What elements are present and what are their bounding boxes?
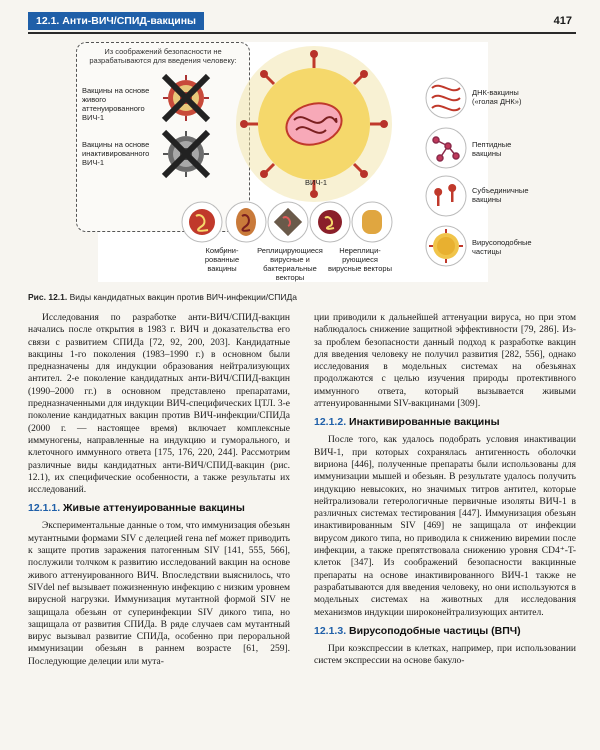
subunit-vaccine-label: Субъединичные вакцины (472, 186, 529, 204)
hiv-label: ВИЧ-1 (304, 178, 328, 187)
nonreplicating-virus-icon (352, 202, 392, 242)
dna-vaccine-label: ДНК-вакцины («голая ДНК») (472, 88, 522, 106)
nonreplicating-vector-icon (310, 202, 350, 242)
section-heading-12-1-3 (314, 625, 576, 638)
heading-number: 12.1.2. (314, 416, 347, 429)
inactivated-label: Вакцины на основе инактивированного ВИЧ-1 (82, 140, 150, 167)
live-attenuated-label: Вакцины на основе живого аттенуированного ВИЧ-1 (82, 86, 150, 122)
peptide-vaccine-label: Пептидные вакцины (472, 140, 512, 158)
safety-title: Из соображений безопасности не разрабатываются для введения человеку: (89, 47, 237, 65)
vlp-label: Вирусоподобные частицы (472, 238, 532, 256)
heading-text: Живые аттенуированные вакцины (63, 502, 245, 515)
section-heading-12-1-2 (314, 416, 576, 429)
subunit-vaccine-icon (426, 176, 466, 216)
section-heading-12-1-1 (28, 502, 290, 515)
dna-vaccine-icon (426, 78, 466, 118)
combined-vaccine-icon (182, 202, 222, 242)
caption-label: Рис. 12.1. (28, 292, 68, 302)
figure-caption (28, 292, 576, 303)
live-attenuated-paragraph: Экспериментальные данные о том, что иммунизация обезьян мутантными формами SIV с делецией гена nef может приводить к защите против заражения патогенным SIV [141, 555, 566], послужили толчком к развитию исследований вакцин на основе живого аттенуированного ВИЧ. Впоследствии выяснилось, что SIVdel nef вызывает пожизненную инфекцию с низким уровнем вирусной нагрузки. Иммунизация мутантной формой SIV не защищала обезьян от суперинфекции SIV дикого типа, но защищала от развития СПИДа. В ряде случаев сам мутантный вирус вызывал развитие СПИДа, особенно при пероральной иммунизации обезьян в раннем возрасте [61, 259]. Последующие делеции или мута- (28, 521, 290, 667)
section-title: 12.1. Анти-ВИЧ/СПИД-вакцины (28, 12, 204, 30)
inactivated-paragraph: После того, как удалось подобрать условия инактивации ВИЧ-1, при которых сохранялась антигенность оболочки вириона [446], полученные препараты были использованы для иммунизации мышей и обезьян. В результате удалось получить индукцию невысоких, но значимых титров антител, которые нейтрализовали гетерологичные первичные изоляты ВИЧ-1 в различных системах тестирования [447]. Иммунизация обезьян инактивированным SIV [469] не защищала от инфекции вирусом дикого типа, но приводила к снижению виремии после инфекции, а также препятствовала снижению уровня CD4⁺-T-клеток [347]. Из соображений безопасности вакцинные препараты на основе инактивированного ВИЧ-1 также не разрабатываются для введения человеку, но они используются в модельных системах на животных для исследования механизмов индукции широконейтрализующих антител. (314, 435, 576, 618)
replicating-vector-label: Реплицирующиеся вирусные и бактериальные векторы (257, 246, 323, 282)
right-column (314, 312, 576, 667)
intro-paragraph: Исследования по разработке анти-ВИЧ/СПИД-вакцин начались после открытия в 1983 г. ВИЧ и доказательства его связи с развитием СПИДа [72, 92, 200, 203]. Кандидатные вакцины 1-го поколения (1983–1990 г.) в основном были предназначены для индукции образования нейтрализующих антител. 2-е поколение кандидатных анти-ВИЧ/СПИД-вакцин (1990–2000 гг.) в основном представлено препаратами, предназначенными для индукции ВИЧ-специфических ЦТЛ. 3-е поколение кандидатных вакцин против ВИЧ-инфекции/СПИДа (2000 г. — настоящее время) включает комплексные иммуногены, направленные на индукцию и гуморального, и клеточного иммунного ответа [175, 176, 220, 244]. Рассмотрим различные виды кандидатных анти-ВИЧ/СПИД-вакцин (рис. 12.1), их специфические особенности, а также результаты их исследований. (28, 313, 290, 496)
heading-text: Вирусоподобные частицы (ВПЧ) (349, 624, 521, 637)
combined-vaccine-label: Комбини-рованные вакцины (204, 246, 240, 273)
live-attenuated-virus-icon (163, 75, 209, 121)
page-number: 417 (553, 15, 572, 27)
replicating-virus-icon (268, 202, 308, 242)
inactivated-virus-icon (163, 131, 209, 177)
figure-12-1 (28, 36, 576, 288)
heading-number: 12.1.1. (28, 502, 61, 515)
left-column (28, 312, 290, 668)
heading-text: Инактивированные вакцины (349, 416, 500, 429)
vlp-icon (426, 226, 466, 266)
continuation-paragraph: ции приводили к дальнейшей аттенуации вируса, но при этом наблюдалось снижение защитной эффективности [79, 286]. Из-за проблем безопасности данный подход к разработке вакцин для введения человеку не получил развития [282, 556], однако исследования в модельных системах на обезьянах продолжаются с целью изучения природы протективного иммунного ответа, который вызывается живыми аттенуированными SIV-вакцинами [309]. (314, 313, 576, 410)
nonreplicating-vector-label: Нереплици-рующиеся вирусные векторы (328, 246, 392, 273)
peptide-vaccine-icon (426, 128, 466, 168)
replicating-vector-icon (226, 202, 266, 242)
caption-text: Виды кандидатных вакцин против ВИЧ-инфекции/СПИДа (69, 292, 297, 302)
heading-number: 12.1.3. (314, 624, 347, 637)
vlp-paragraph: При коэкспрессии в клетках, например, при использовании систем экспрессии на основе бакуло- (314, 643, 576, 667)
running-header (28, 12, 576, 34)
